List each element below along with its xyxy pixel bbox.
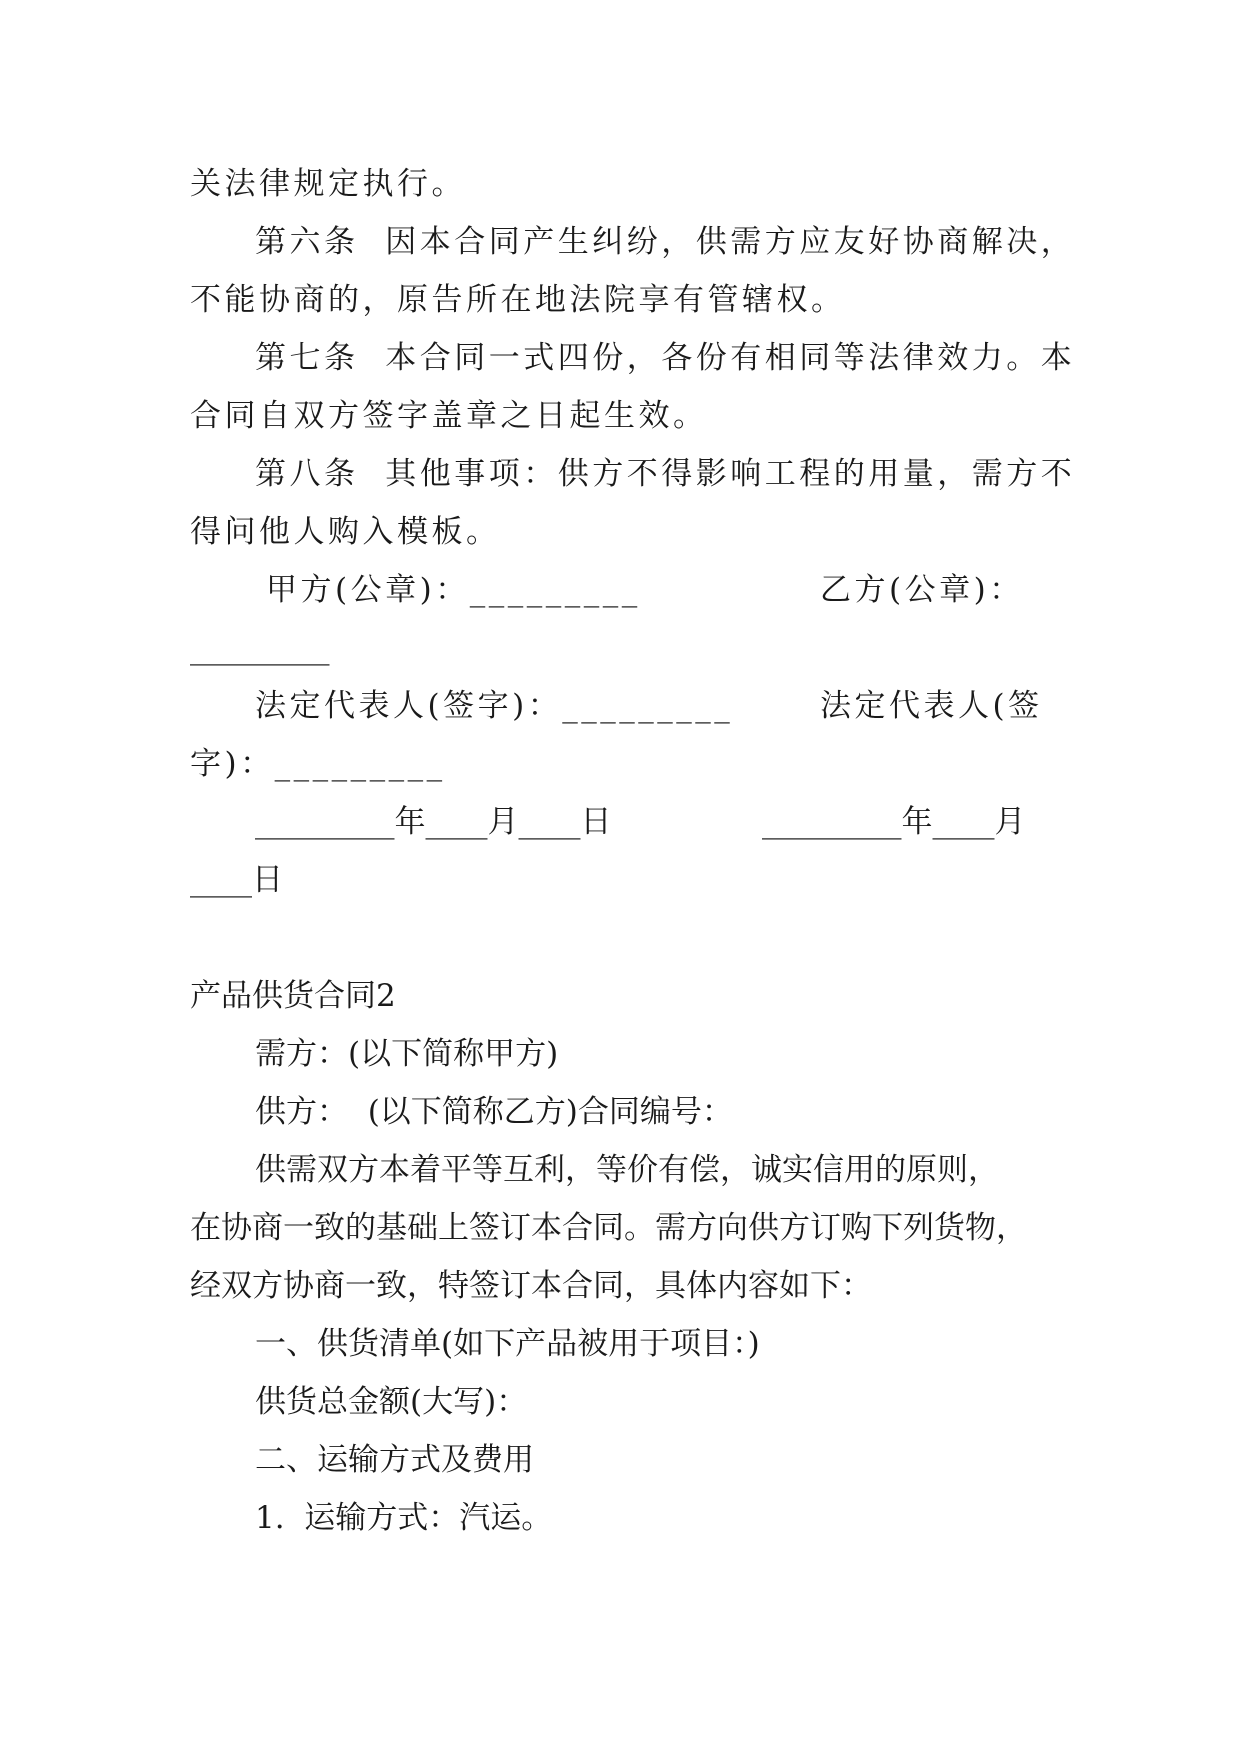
party-a-representative: 法定代表人(签字)：_________ [255,688,734,724]
text-line: 不能协商的，原告所在地法院享有管辖权。 [190,282,846,318]
text-line: 字)：_________ [190,746,446,782]
transport-method: 1. 运输方式：汽运。 [255,1500,553,1536]
section-title: 产品供货合同2 [190,978,396,1014]
text-line: 合同自双方签字盖章之日起生效。 [190,398,708,434]
text-line: 供需双方本着平等互利，等价有偿，诚实信用的原则， [255,1152,999,1188]
text-line: 在协商一致的基础上签订本合同。需方向供方订购下列货物， [190,1210,1027,1246]
buyer-line: 需方：(以下简称甲方) [255,1036,559,1072]
supply-list-heading: 一、供货清单(如下产品被用于项目：) [255,1326,760,1362]
text-line: 关法律规定执行。 [190,166,466,202]
supplier-line: 供方： (以下简称乙方)合同编号： [255,1094,733,1130]
party-a-date: _________年____月____日 [255,804,612,840]
party-a-seal: 甲方(公章)：_________ [266,572,641,608]
blank-line: _________ [190,630,330,666]
transport-heading: 二、运输方式及费用 [255,1442,534,1478]
party-b-date: _________年____月 [762,804,1026,840]
party-b-seal: 乙方(公章)： [820,572,1024,608]
article-8: 第八条 其他事项：供方不得影响工程的用量，需方不 [255,456,1076,492]
text-line: 经双方协商一致，特签订本合同，具体内容如下： [190,1268,872,1304]
total-amount-line: 供货总金额(大写)： [255,1384,528,1420]
article-7: 第七条 本合同一式四份，各份有相同等法律效力。本 [255,340,1076,376]
party-b-representative: 法定代表人(签 [820,688,1043,724]
article-6: 第六条 因本合同产生纠纷，供需方应友好协商解决， [255,224,1076,260]
text-line: ____日 [190,862,283,898]
text-line: 得问他人购入模板。 [190,514,501,550]
